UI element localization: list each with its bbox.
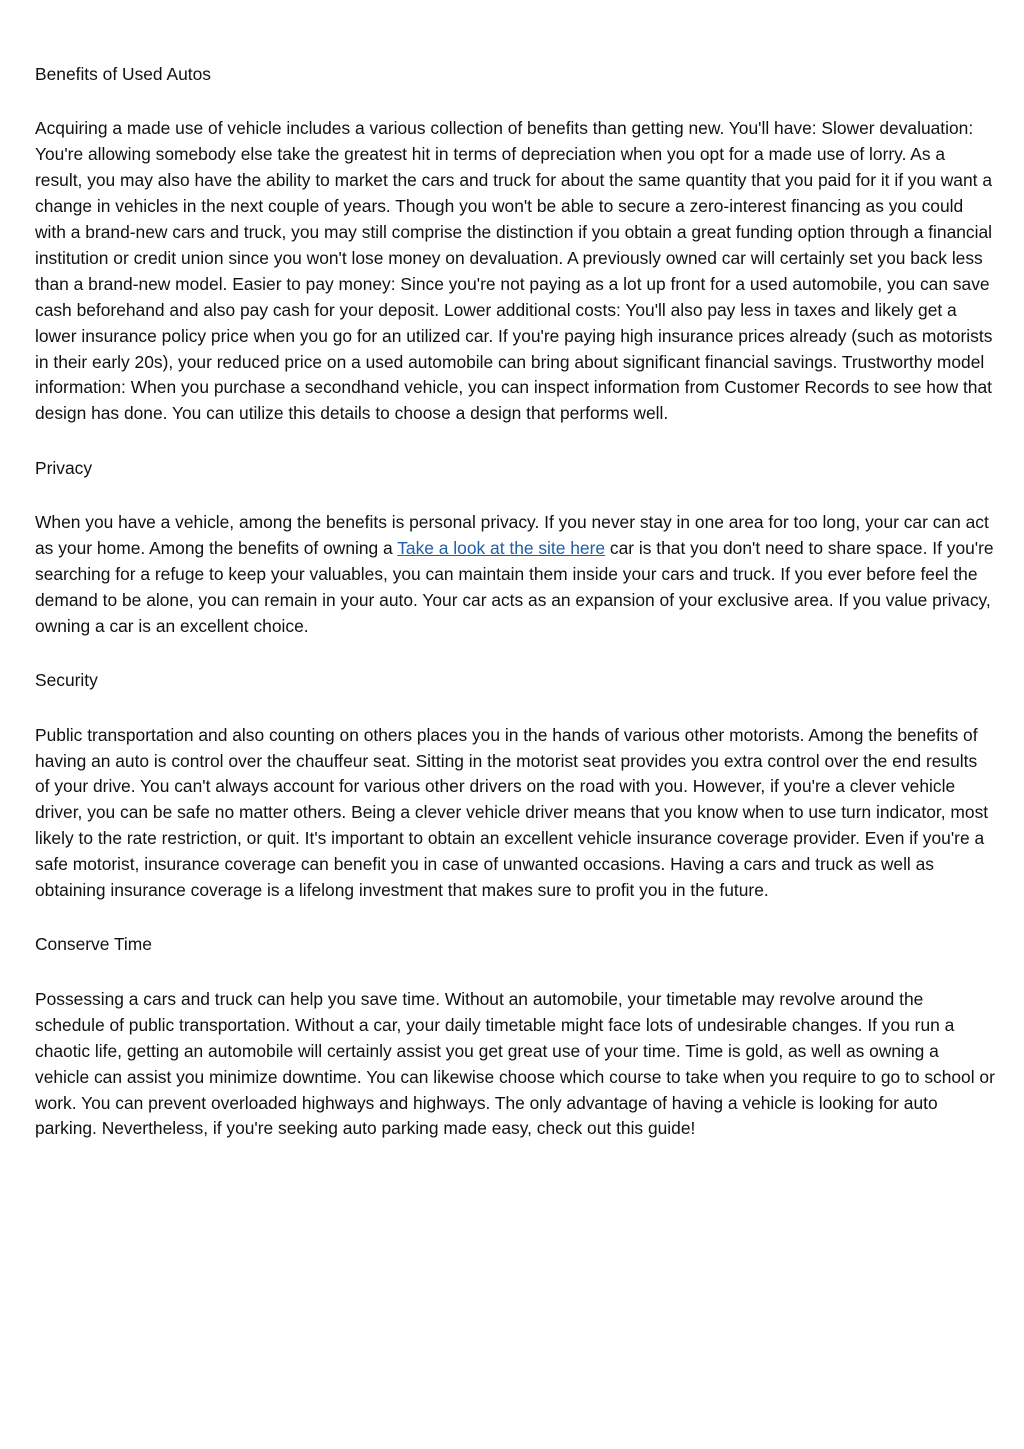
- section-paragraph-used-autos: Acquiring a made use of vehicle includes a various collection of benefits than getting new. You'll have: Slower devaluation: You're allowing somebody else take the greatest hit in terms of depreciation when you opt for a made use of lorry. As a result, you may also have the ability to market the cars and truck for about the same quantity that you paid for it if you want a change in vehicles in the next couple of years. Though you won't be able to secure a zero-interest financing as you could with a brand-new cars and truck, you may still comprise the distinction if you obtain a great funding option through a financial institution or credit union since you won't lose money on devaluation. A previously owned car will certainly set you back less than a brand-new model. Easier to pay money: Since you're not paying as a lot up front for a used automobile, you can save cash beforehand and also pay cash for your deposit. Lower additional costs: You'll also pay less in taxes and likely get a lower insurance policy price when you go for an utilized car. If you're paying high insurance prices already (such as motorists in their early 20s), your reduced price on a used automobile can bring about significant financial savings. Trustworthy model information: When you purchase a secondhand vehicle, you can inspect information from Customer Records to see how that design has done. You can utilize this details to choose a design that performs well.: [35, 118, 993, 424]
- site-link[interactable]: Take a look at the site here: [397, 538, 606, 559]
- section-paragraph-security: Public transportation and also counting on others places you in the hands of various other motorists. Among the benefits of having an auto is control over the chauffeur seat. Sitting in the motorist seat provides you extra control over the end results of your drive. You can't always account for various other drivers on the road with you. However, if you're a clever vehicle driver, you can be safe no matter others. Being a clever vehicle driver means that you know when to use turn indicator, most likely to the rate restriction, or quit. It's important to obtain an excellent vehicle insurance coverage provider. Even if you're a safe motorist, insurance coverage can benefit you in case of unwanted occasions. Having a cars and truck as well as obtaining insurance coverage is a lifelong investment that makes sure to profit you in the future.: [35, 724, 989, 901]
- section-heading-used-autos: Benefits of Used Autos: [35, 64, 211, 84]
- section-paragraph-conserve-time: Possessing a cars and truck can help you save time. Without an automobile, your timetable may revolve around the schedule of public transportation. Without a car, your daily timetable might face lots of undesirable changes. If you run a chaotic life, getting an automobile will certainly assist you get great use of your time. Time is gold, as well as owning a vehicle can assist you minimize downtime. You can likewise choose which course to take when you require to go to school or work. You can prevent overloaded highways and highways. The only advantage of having a vehicle is looking for auto parking. Nevertheless, if you're seeking auto parking made easy, check out this guide!: [35, 988, 995, 1139]
- privacy-text-before-link: When you have a vehicle, among the benefits is personal privacy. If you never stay in one area for too long, your car can act as your home. Among the benefits of owning a: [35, 512, 989, 559]
- section-heading-conserve-time: Conserve Time: [35, 934, 152, 955]
- section-heading-privacy: Privacy: [35, 457, 93, 478]
- privacy-text-after-link: car is that you don't need to share space. If you're searching for a refuge to keep your valuables, you can maintain them inside your cars and truck. If you ever before feel the demand to be alone, you can remain in your auto. Your car acts as an expansion of your exclusive area. If you value privacy, owning a car is an excellent choice.: [35, 538, 994, 636]
- section-paragraph-privacy: [35, 510, 995, 640]
- document-body: [35, 62, 995, 1171]
- section-heading-security: Security: [35, 670, 98, 691]
